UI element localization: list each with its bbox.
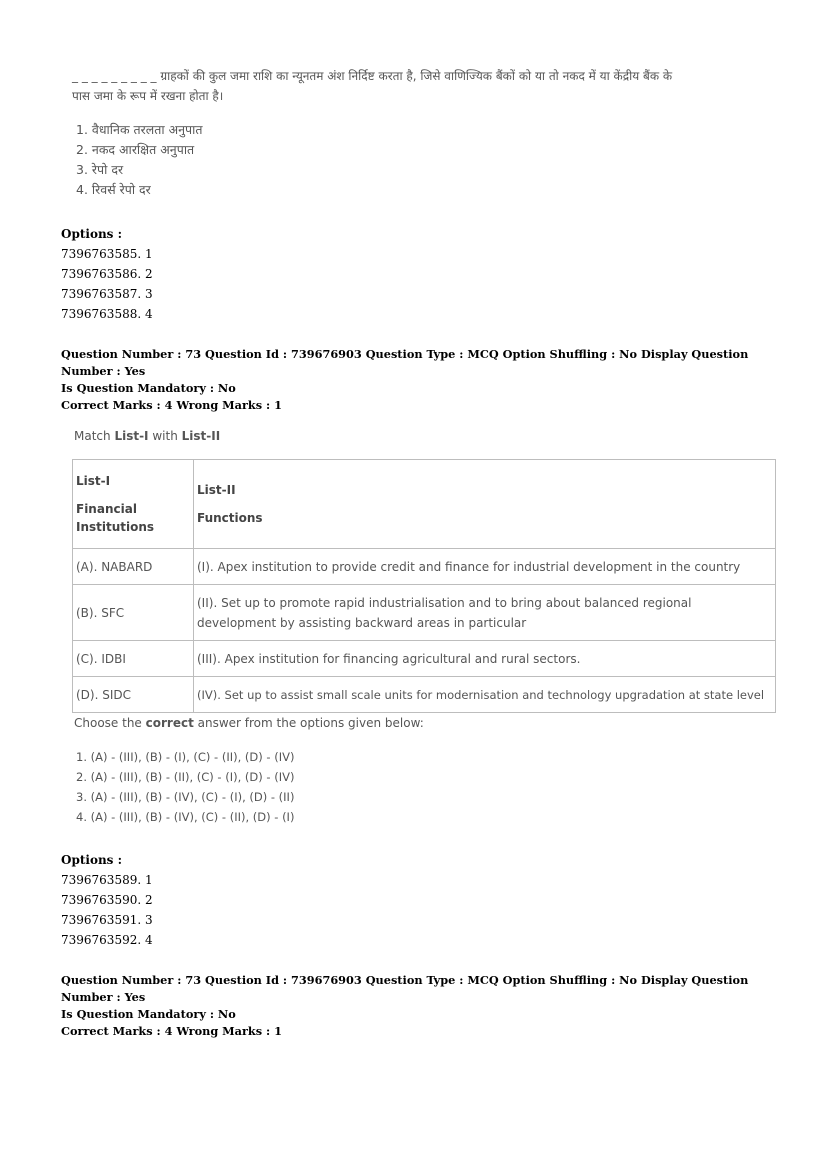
- match-header-list2: [194, 460, 776, 549]
- question-2-choice: 2. (A) - (III), (B) - (II), (C) - (I), (D) - (IV): [76, 770, 295, 784]
- match-header-list2-sub: Functions: [197, 511, 263, 525]
- match-header-list1-sub2: Institutions: [76, 520, 155, 534]
- question-1-line1: [72, 66, 772, 86]
- question-2-intro-prefix: Match: [74, 429, 115, 443]
- question-1-blank: _ _ _ _ _ _ _ _ _: [72, 69, 157, 83]
- match-header-list1: [73, 460, 194, 549]
- match-header-list1-sub1: Financial: [76, 502, 137, 516]
- match-table-header: [73, 460, 776, 549]
- question-1-choice: 2. नकद आरक्षित अनुपात: [76, 142, 195, 157]
- option-id: 7396763592. 4: [61, 933, 153, 947]
- question-1-choice: 3. रेपो दर: [76, 162, 124, 177]
- question-1-text: [72, 66, 772, 106]
- option-id: 7396763586. 2: [61, 267, 153, 281]
- instruction-prefix: Choose the: [74, 716, 146, 730]
- question-1-choices: [76, 120, 203, 200]
- instruction-suffix: answer from the options given below:: [193, 716, 424, 730]
- question-1-line1-text: ग्राहकों की कुल जमा राशि का न्यूनतम अंश निर्दिष्ट करता है, जिसे वाणिज्यिक बैंकों को या तो नकद में या केंद्रीय बैंक के: [160, 69, 673, 83]
- match-header-list1-title: List-I: [76, 474, 111, 488]
- instruction-bold: correct: [145, 716, 194, 730]
- match-table: [72, 459, 776, 713]
- question-meta-line3: Correct Marks : 4 Wrong Marks : 1: [61, 398, 283, 412]
- match-row-left: (B). SFC: [73, 585, 194, 641]
- question-meta-1: [61, 346, 781, 414]
- match-row-right: (IV). Set up to assist small scale units for modernisation and technology upgradation at state level: [194, 677, 776, 713]
- option-id: 7396763590. 2: [61, 893, 153, 907]
- question-meta-line1: Question Number : 73 Question Id : 739676903 Question Type : MCQ Option Shuffling : No Display Question Number : Yes: [61, 347, 749, 378]
- match-row: [73, 677, 776, 713]
- option-id: 7396763587. 3: [61, 287, 153, 301]
- question-2-instruction: [74, 714, 424, 733]
- question-meta-line2: Is Question Mandatory : No: [61, 1007, 236, 1021]
- question-2-list2-label: List-II: [181, 429, 221, 443]
- question-2-intro-with: with: [148, 429, 182, 443]
- question-meta-line1: Question Number : 73 Question Id : 739676903 Question Type : MCQ Option Shuffling : No Display Question Number : Yes: [61, 973, 749, 1004]
- option-id: 7396763585. 1: [61, 247, 153, 261]
- match-row: [73, 585, 776, 641]
- match-row-left: (A). NABARD: [73, 549, 194, 585]
- options-block-2: [61, 850, 153, 950]
- question-2-choice: 3. (A) - (III), (B) - (IV), (C) - (I), (D) - (II): [76, 790, 295, 804]
- question-meta-line3: Correct Marks : 4 Wrong Marks : 1: [61, 1024, 283, 1038]
- match-row-right: (I). Apex institution to provide credit and finance for industrial development in the country: [194, 549, 776, 585]
- question-1-choice: 4. रिवर्स रेपो दर: [76, 182, 151, 197]
- options-block-1: [61, 224, 153, 324]
- question-1-choice: 1. वैधानिक तरलता अनुपात: [76, 122, 203, 137]
- match-row: [73, 549, 776, 585]
- question-2-choice: 4. (A) - (III), (B) - (IV), (C) - (II), (D) - (I): [76, 810, 295, 824]
- match-row-left: (D). SIDC: [73, 677, 194, 713]
- question-1-line2: पास जमा के रूप में रखना होता है।: [72, 89, 224, 103]
- question-2-choices: [76, 747, 294, 827]
- options-heading: Options :: [61, 227, 123, 241]
- question-2-list1-label: List-I: [114, 429, 149, 443]
- option-id: 7396763588. 4: [61, 307, 153, 321]
- question-2-choice: 1. (A) - (III), (B) - (I), (C) - (II), (D) - (IV): [76, 750, 295, 764]
- question-2-intro: [74, 427, 220, 446]
- question-meta-line2: Is Question Mandatory : No: [61, 381, 236, 395]
- option-id: 7396763589. 1: [61, 873, 153, 887]
- question-meta-2: [61, 972, 781, 1040]
- match-row-right: (II). Set up to promote rapid industrialisation and to bring about balanced regional development by assisting backward areas in particular: [194, 585, 776, 641]
- match-header-list2-title: List-II: [197, 483, 236, 497]
- option-id: 7396763591. 3: [61, 913, 153, 927]
- match-row-right: (III). Apex institution for financing agricultural and rural sectors.: [194, 641, 776, 677]
- match-row-left: (C). IDBI: [73, 641, 194, 677]
- match-row: [73, 641, 776, 677]
- options-heading: Options :: [61, 853, 123, 867]
